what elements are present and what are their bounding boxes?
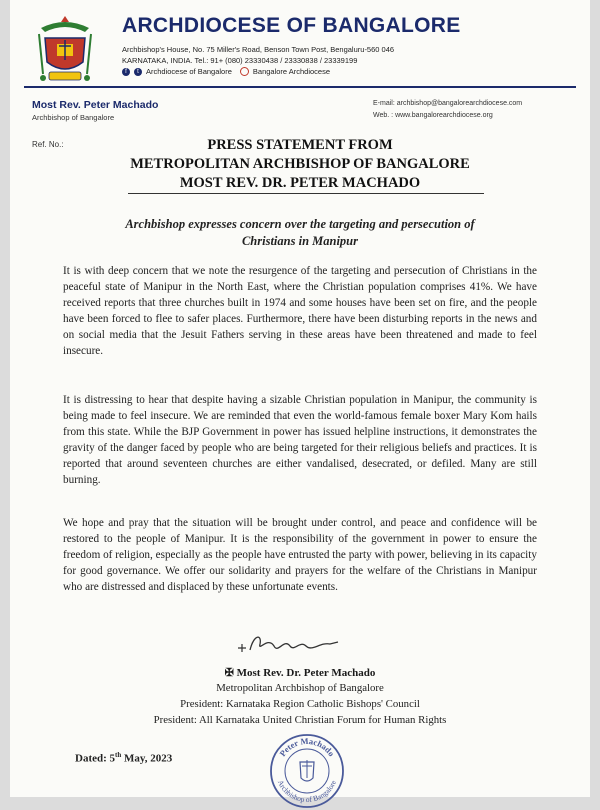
facebook-handle[interactable]: Archdiocese of Bangalore (146, 67, 232, 76)
sender-title: Archbishop of Bangalore (32, 113, 115, 122)
sender-name: Most Rev. Peter Machado (32, 99, 159, 111)
address-line-2: KARNATAKA, INDIA. Tel.: 91+ (080) 23330438 / 23330838 / 23339199 (122, 56, 358, 65)
stamp-bottom-text: Archbishop of Bangalore (275, 778, 339, 805)
signatory-title-3: President: All Karnataka United Christian Forum for Human Rights (153, 714, 447, 726)
body-paragraph-2: It is distressing to hear that despite having a sizable Christian population in Manipur, the community is being made to feel insecure. We are reminded that even the world-famous female boxer Mary Kom hails from this state. While the BJP Government in power has issued helpline instructions, it demonstrates the gravity of the danger faced by people who are being targeted for their religious beliefs and practices. It is reported that around seventeen churches are either vandalised, desecrated, or defiled. Many are still burning. (63, 394, 537, 486)
web-label: Web. : (373, 112, 394, 119)
social-links (122, 67, 330, 76)
web-line (373, 112, 493, 119)
svg-text:Peter Machado (277, 736, 336, 758)
reference-number: Ref. No.: (32, 140, 64, 149)
email-line (373, 100, 522, 107)
email-label: E-mail: (373, 100, 395, 107)
web-address[interactable]: www.bangalorearchdiocese.org (395, 112, 493, 119)
twitter-icon: t (134, 68, 142, 76)
heading-line-3: MOST REV. DR. PETER MACHADO (179, 175, 421, 191)
letter-page (10, 0, 590, 805)
org-name: ARCHDIOCESE OF BANGALORE (122, 14, 461, 37)
body-paragraph-3: We hope and pray that the situation will be brought under control, and peace and confidence will be restored to the people of Manipur. It is the responsibility of the government in power to ensure the freedom of religion, especially as the people have entrusted the party with power, believing in its capacity for good governance. We offer our solidarity and prayers for the welfare of the Christians in Manipur who are distressed and displaced by these unfortunate events. (63, 517, 537, 593)
heading-underline (128, 193, 484, 194)
heading-line-1: PRESS STATEMENT FROM (207, 137, 393, 153)
date-prefix: Dated: 5 (75, 752, 116, 765)
email-address[interactable]: archbishop@bangalorearchdiocese.com (396, 100, 523, 107)
archdiocese-crest-icon (35, 14, 95, 86)
heading-line-2: METROPOLITAN ARCHBISHOP OF BANGALORE (130, 156, 470, 172)
instagram-icon (240, 67, 249, 76)
stamp-top-text: Peter Machado (277, 735, 337, 759)
handwritten-signature (234, 626, 344, 662)
subheading-line-1: Archbishop expresses concern over the targeting and persecution of (125, 217, 475, 231)
letterhead-divider (24, 86, 576, 88)
body-paragraph-1: It is with deep concern that we note the resurgence of the targeting and persecution of Christians in the peaceful state of Manipur in the North East, where the Christian population comprises 41%. We have received reports that three churches built in 1974 and some houses have been set on fire, and the people have been forced to flee to safer places. Furthermore, there have been disturbing reports in the news and on social media that the Jesuit Fathers serving in these areas have been threatened and made to feel insecure. (63, 265, 537, 357)
address-line-1: Archbishop's House, No. 75 Miller's Road, Benson Town Post, Bengaluru-560 046 (122, 45, 395, 54)
signatory-title-2: President: Karnataka Region Catholic Bishops' Council (180, 698, 420, 710)
subheading-line-2: Christians in Manipur (241, 234, 359, 248)
date-suffix: May, 2023 (121, 752, 173, 765)
signatory-name: ✠ Most Rev. Dr. Peter Machado (224, 667, 376, 679)
date-ordinal: th (115, 751, 122, 759)
signatory-title-1: Metropolitan Archbishop of Bangalore (216, 682, 384, 694)
official-seal-stamp (268, 732, 346, 810)
date-line (75, 751, 172, 765)
instagram-handle[interactable]: Bangalore Archdiocese (252, 67, 331, 76)
facebook-icon: f (122, 68, 130, 76)
